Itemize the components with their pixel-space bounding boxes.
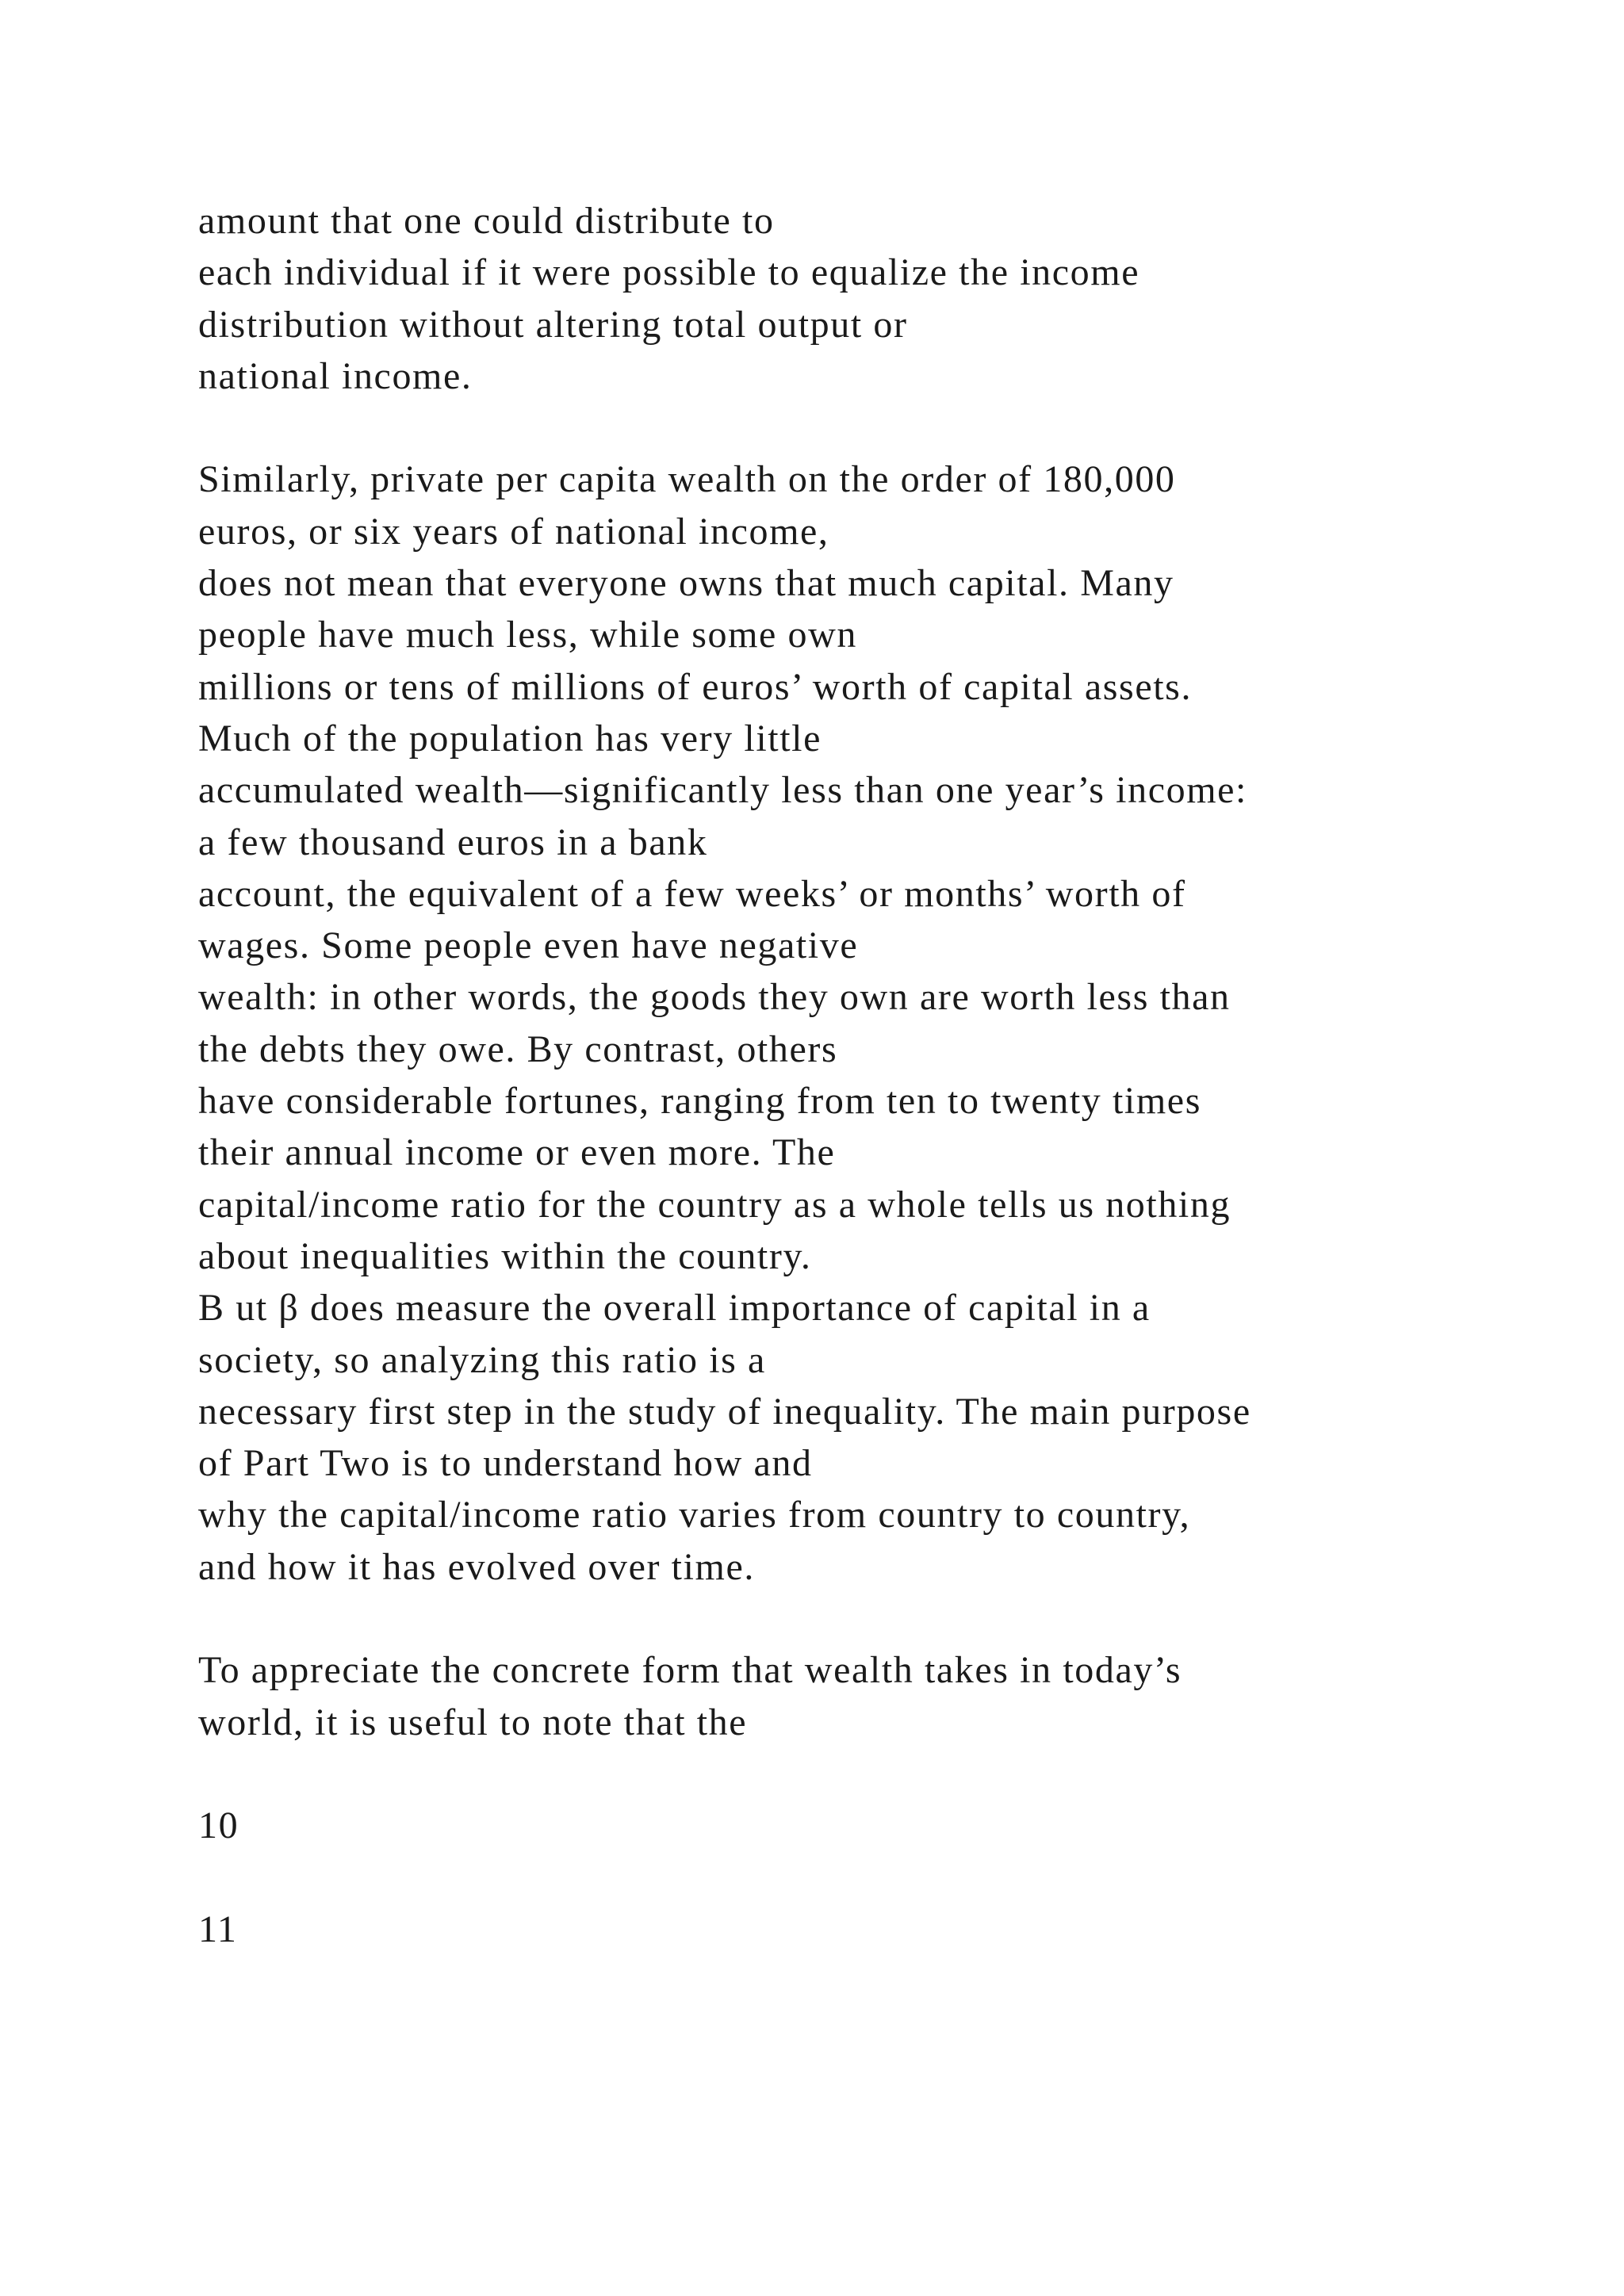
text-line: wages. Some people even have negative [198, 924, 859, 967]
body-text [198, 195, 1546, 1955]
text-line: why the capital/income ratio varies from country to country, [198, 1494, 1191, 1536]
text-line: of Part Two is to understand how and [198, 1442, 813, 1485]
text-line: society, so analyzing this ratio is a [198, 1338, 766, 1381]
text-line: To appreciate the concrete form that wealth takes in today’s [198, 1649, 1182, 1692]
text-line: people have much less, while some own [198, 614, 858, 656]
text-line: a few thousand euros in a bank [198, 821, 708, 863]
paragraph-gap [198, 1593, 1546, 1644]
text-line: accumulated wealth—significantly less than one year’s income: [198, 769, 1247, 812]
text-line: necessary first step in the study of inequality. The main purpose [198, 1390, 1251, 1433]
text-line: capital/income ratio for the country as a whole tells us nothing [198, 1183, 1231, 1226]
text-line: millions or tens of millions of euros’ worth of capital assets. [198, 665, 1193, 708]
paragraph [198, 195, 1546, 402]
text-line: each individual if it were possible to equalize the income [198, 251, 1140, 294]
text-line: national income. [198, 354, 473, 397]
text-line: euros, or six years of national income, [198, 510, 829, 553]
footnote-marker: 11 [198, 1908, 238, 1950]
text-line: and how it has evolved over time. [198, 1545, 755, 1588]
text-line: Similarly, private per capita wealth on the order of 180,000 [198, 458, 1176, 501]
text-line: B ut β does measure the overall importance of capital in a [198, 1287, 1151, 1330]
text-line: have considerable fortunes, ranging from ten to twenty times [198, 1080, 1201, 1123]
paragraph [198, 453, 1546, 1593]
text-line: world, it is useful to note that the [198, 1701, 748, 1743]
text-line: the debts they owe. By contrast, others [198, 1027, 838, 1070]
text-line: Much of the population has very little [198, 717, 822, 760]
paragraph-gap [198, 1748, 1546, 1800]
footnote-marker: 10 [198, 1804, 239, 1847]
paragraph [198, 1644, 1546, 1748]
text-line: account, the equivalent of a few weeks’ or months’ worth of [198, 872, 1186, 915]
text-line: about inequalities within the country. [198, 1234, 812, 1277]
paragraph-gap [198, 1852, 1546, 1904]
paragraph-gap [198, 402, 1546, 453]
text-line: distribution without altering total output or [198, 303, 908, 346]
text-line: their annual income or even more. The [198, 1131, 836, 1174]
text-line: wealth: in other words, the goods they own are worth less than [198, 976, 1231, 1019]
text-line: amount that one could distribute to [198, 200, 775, 242]
text-line: does not mean that everyone owns that much capital. Many [198, 562, 1174, 605]
